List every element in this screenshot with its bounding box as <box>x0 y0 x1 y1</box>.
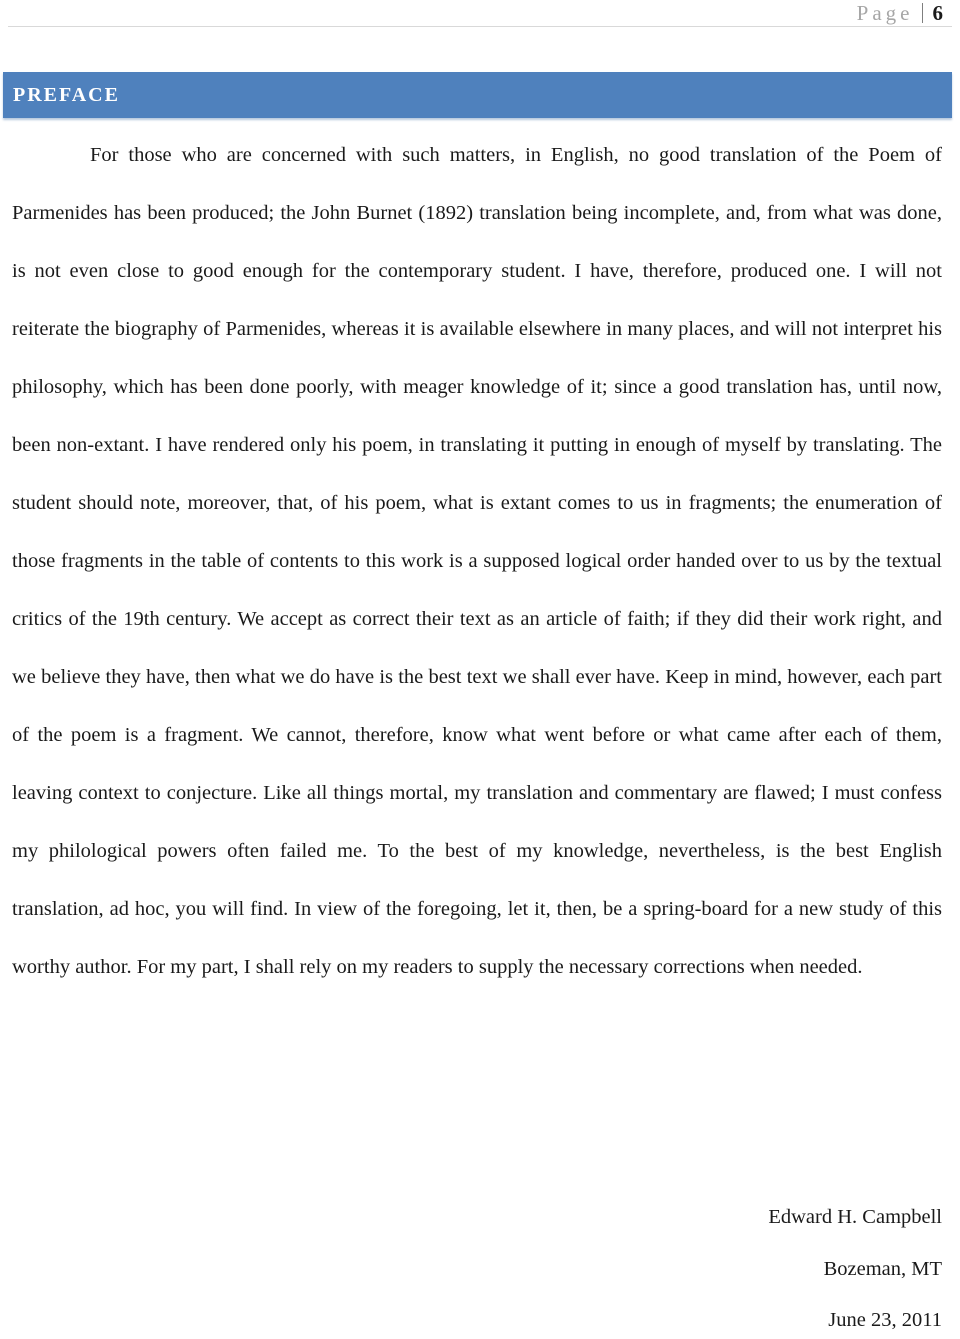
preface-paragraph: For those who are concerned with such matters, in English, no good translation of the Poem of Parmenides has been produced; the John Burnet (1892) translation being incomplete, and, from what was done, is not even close to good enough for the contemporary student. I have, therefore, produced one. I will not reiterate the biography of Parmenides, whereas it is available elsewhere in many places, and will not interpret his philosophy, which has been done poorly, with meager knowledge of it; since a good translation has, until now, been non-extant. I have rendered only his poem, in translating it putting in enough of myself by translating. The student should note, moreover, that, of his poem, what is extant comes to us in fragments; the enumeration of those fragments in the table of contents to this work is a supposed logical order handed over to us by the textual critics of the 19th century. We accept as correct their text as an article of faith; if they did their work right, and we believe they have, then what we do have is the best text we shall ever have. Keep in mind, however, each part of the poem is a fragment. We cannot, therefore, know what went before or what came after each of them, leaving context to conjecture. Like all things mortal, my translation and commentary are flawed; I must confess my philological powers often failed me. To the best of my knowledge, nevertheless, is the best English translation, ad hoc, you will find. In view of the foregoing, let it, then, be a spring-board for a new study of this worthy author. For my part, I shall rely on my readers to supply the necessary corrections when needed. <box>12 144 942 978</box>
page-header <box>857 0 943 26</box>
author-name: Edward H. Campbell <box>768 1206 942 1228</box>
page-separator <box>922 3 923 23</box>
page-number: 6 <box>932 0 943 25</box>
section-heading-banner <box>3 72 952 118</box>
header-divider <box>8 26 952 27</box>
signature-date: June 23, 2011 <box>828 1309 942 1331</box>
page-label: Page <box>856 0 914 25</box>
author-location: Bozeman, MT <box>823 1258 942 1280</box>
section-title: PREFACE <box>13 83 120 106</box>
